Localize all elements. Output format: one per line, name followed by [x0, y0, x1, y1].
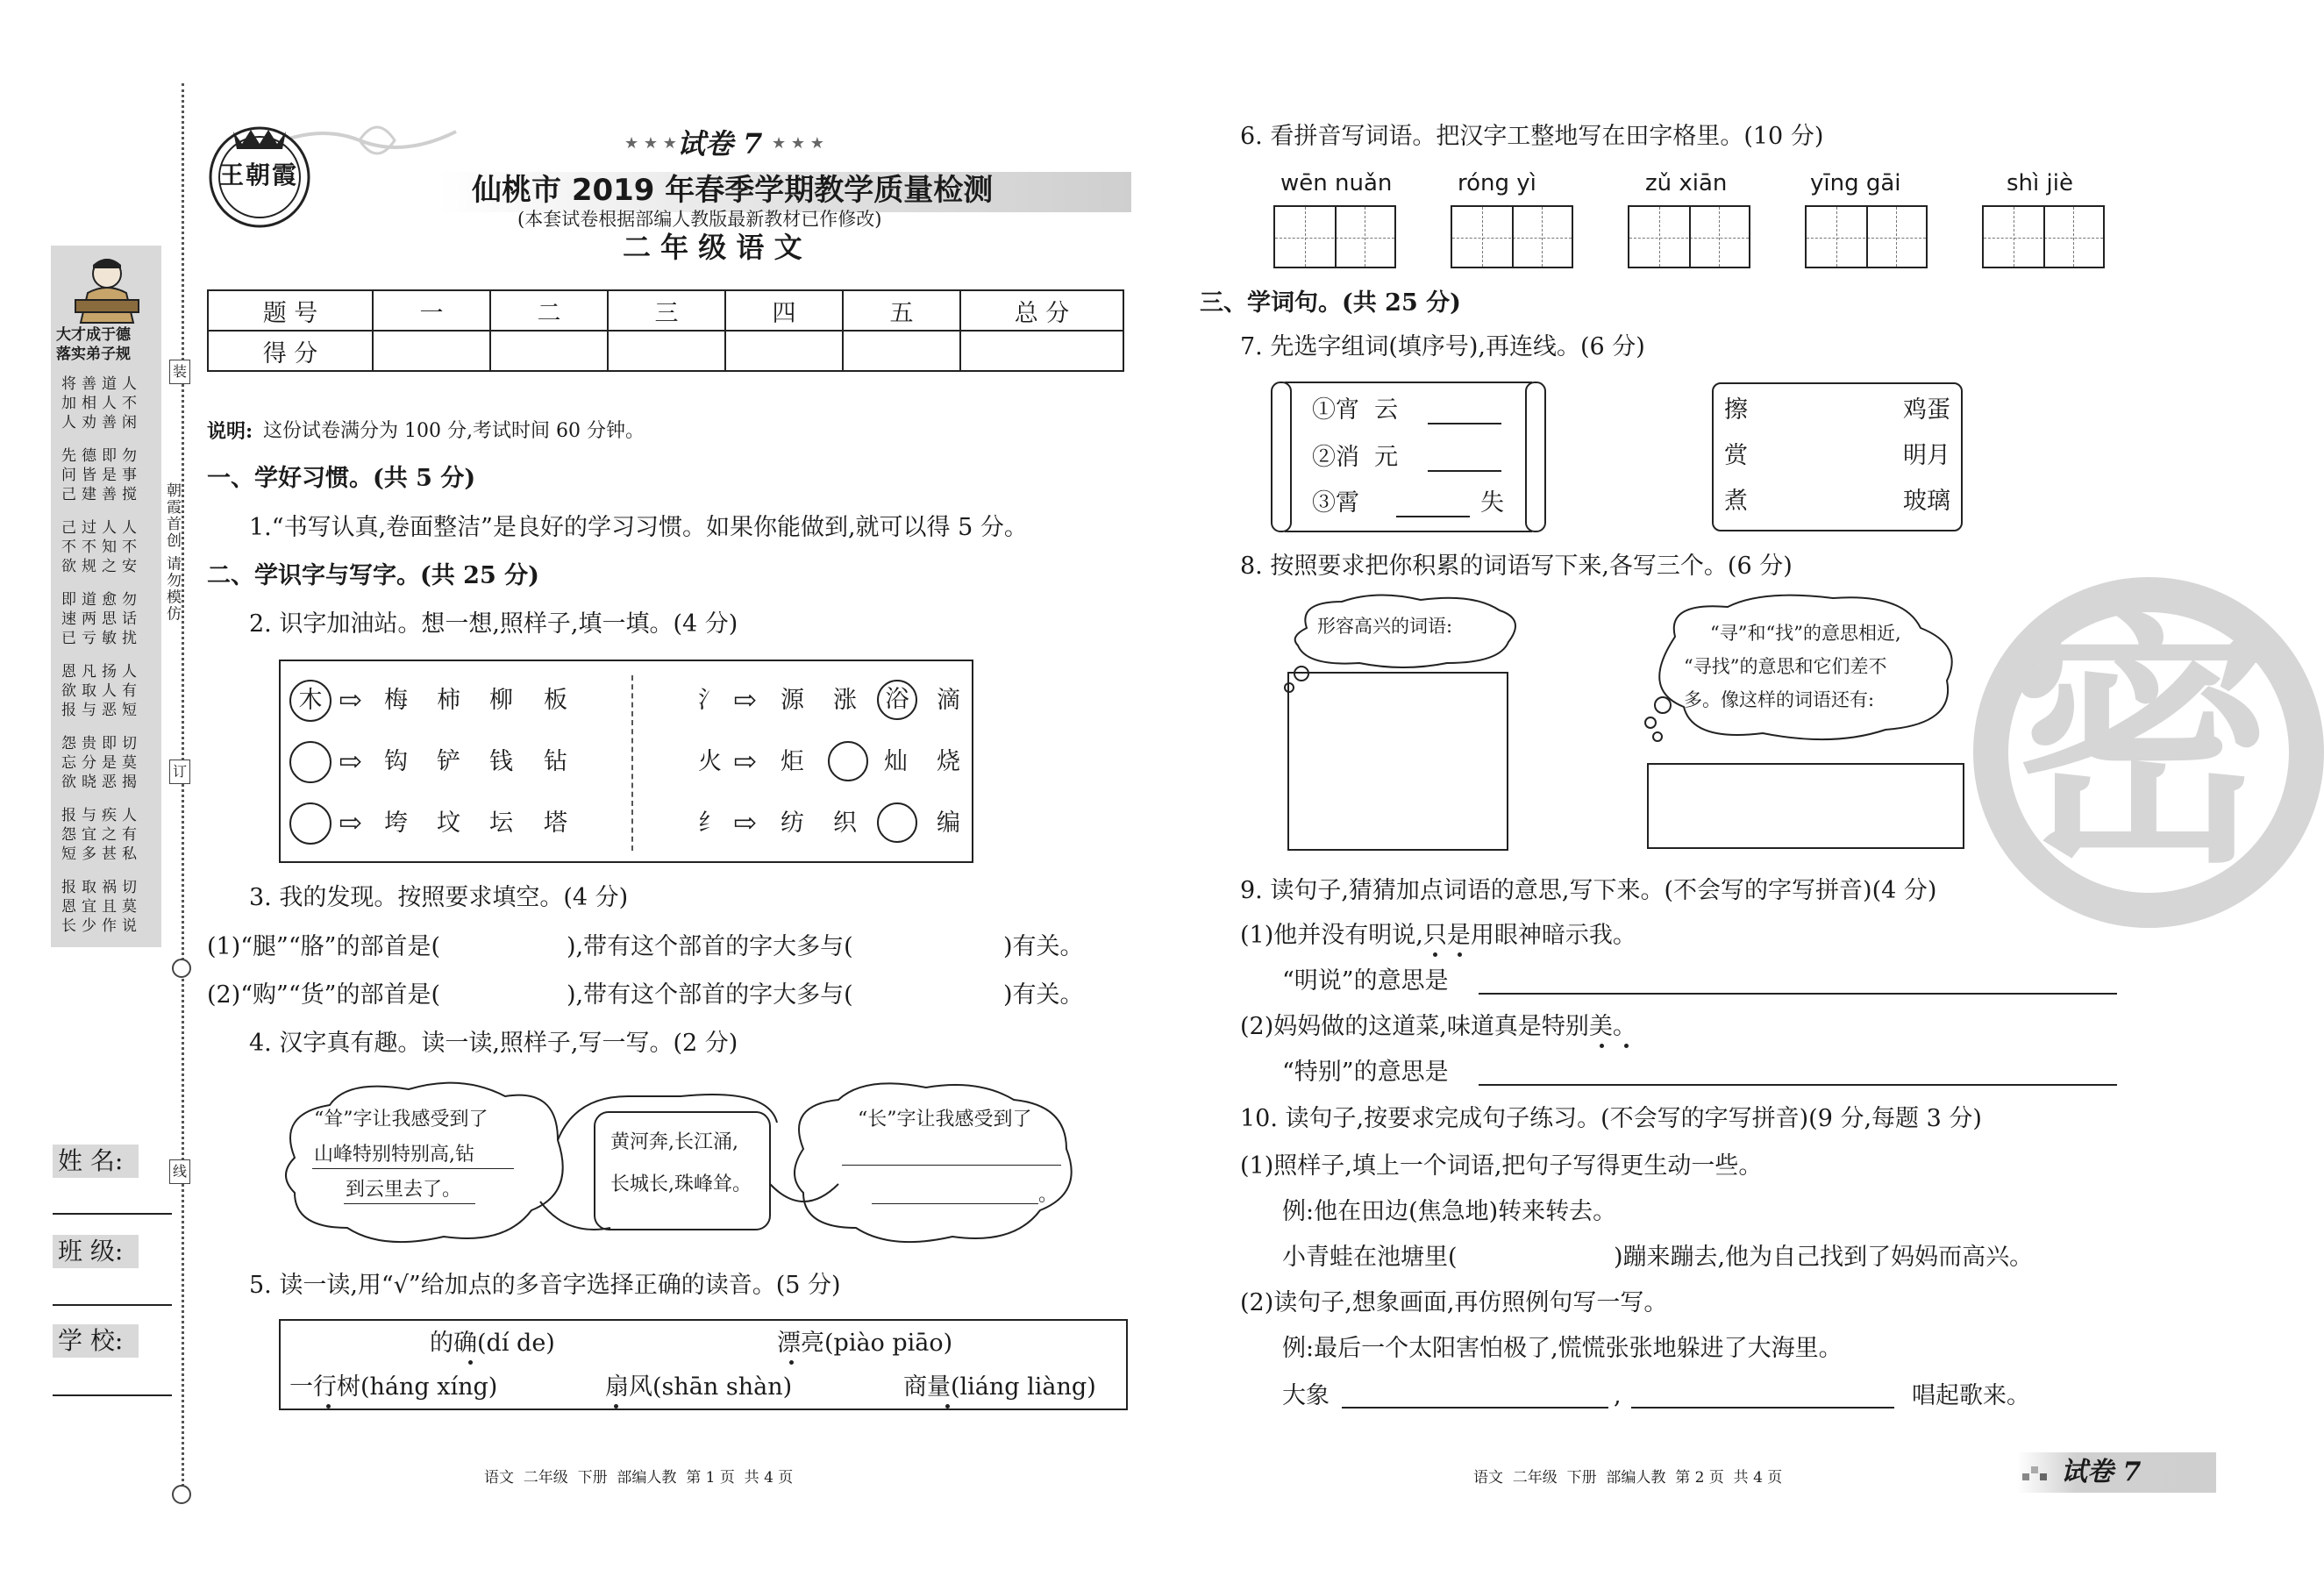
q4-underline [312, 1168, 514, 1169]
q8-bubble1-text: 形容高兴的词语: [1317, 616, 1453, 637]
q4-bubbles [277, 1079, 1084, 1254]
q3-part-b: (2)“购”“货”的部首是( [207, 981, 440, 1009]
q2-char: 烧 [937, 748, 960, 775]
q9-answer-2-label: “特别”的意思是 [1282, 1059, 1449, 1086]
q2-char: 垮 [384, 809, 408, 837]
section-3-title: 三、学词句。(共 25 分) [1200, 289, 1461, 317]
q6-pinyin: yīng gāi [1810, 170, 1901, 196]
side-motto-1: 大才成于德 [56, 326, 131, 344]
q8-bubble2-line3: 多。像这样的词语还有: [1684, 689, 1875, 710]
q9-dot [1624, 1044, 1629, 1048]
tianzi-grid[interactable] [1628, 205, 1750, 268]
q2-radical-circle: 木 [289, 680, 331, 722]
q10-example-1: 例:他在田边(焦急地)转来转去。 [1282, 1198, 1617, 1225]
q2-box [279, 660, 973, 863]
question-2-title: 2. 识字加油站。想一想,照样子,填一填。(4 分) [249, 610, 738, 638]
q8-answer-box-2[interactable] [1647, 763, 1964, 849]
q3-part-a: (1)“腿”“胳”的部首是( [207, 933, 440, 960]
q10-answer-line-2[interactable] [1631, 1407, 1894, 1409]
question-8-title: 8. 按照要求把你积累的词语写下来,各写三个。(6 分) [1240, 553, 1793, 580]
q7-right-word: 鸡蛋 [1903, 396, 1950, 424]
badge-stars-right: ★ ★ ★ [772, 134, 824, 153]
q4-answer-line-2[interactable] [872, 1203, 1038, 1204]
name-label: 姓 名: [58, 1146, 124, 1175]
q10-part-1: (1)照样子,填上一个词语,把句子写得更生动一些。 [1240, 1152, 1763, 1180]
q5-dot [326, 1404, 331, 1409]
q2-char: 源 [781, 687, 804, 714]
q2-char: 梅 [384, 687, 408, 714]
score-header-cell: 五 [843, 290, 960, 331]
section-2-title: 二、学识字与写字。(共 25 分) [207, 562, 539, 589]
main-title: 仙桃市 2019 年春季学期教学质量检测 [472, 173, 994, 208]
binding-hole-2 [172, 1485, 191, 1504]
q6-pinyin: zǔ xiān [1645, 170, 1728, 196]
side-motto-2: 落实弟子规 [56, 346, 131, 363]
note-text: 这份试卷满分为 100 分,考试时间 60 分钟。 [263, 420, 645, 442]
q2-char: 塔 [544, 809, 567, 837]
q4-bubble1-line3: 到云里去了。 [346, 1179, 462, 1201]
q7-blank[interactable] [1396, 516, 1470, 517]
binding-note: 朝霞首创 请勿模仿 [163, 482, 181, 623]
score-cell[interactable] [373, 331, 490, 371]
q7-left-word: 擦 [1724, 396, 1748, 424]
q2-arrow: ⇨ [339, 745, 362, 778]
q9-answer-1-label: “明说”的意思是 [1282, 967, 1449, 995]
score-table [207, 289, 1124, 372]
side-rule-line: 短多甚私 [61, 845, 142, 863]
side-rule-line: 报取祸切 [61, 879, 142, 896]
q2-char: 灿 [884, 748, 908, 775]
q2-char: 坟 [437, 809, 460, 837]
q2-char: 柳 [489, 687, 513, 714]
q6-pinyin: shì jiè [2007, 170, 2073, 196]
binding-dashed-line [182, 83, 184, 1487]
score-header-cell: 题 号 [208, 290, 373, 331]
q9-answer-1-line[interactable] [1479, 993, 2117, 995]
q4-bubble2-line1: 黄河奔,长江涌, [610, 1131, 738, 1153]
page-1-footer: 语文 二年级 下册 部编人教 第 1 页 共 4 页 [484, 1469, 794, 1487]
note-label: 说明: [207, 420, 253, 443]
q5-dot [945, 1404, 950, 1409]
badge-title: 试卷 7 [677, 127, 763, 160]
name-field[interactable] [53, 1213, 172, 1215]
q2-char: 织 [833, 809, 857, 837]
q10-fill-1b: )蹦来蹦去,他为自己找到了妈妈而高兴。 [1614, 1244, 2034, 1271]
school-label: 学 校: [58, 1326, 124, 1355]
q2-char: 钩 [384, 748, 408, 775]
q8-bubble2-line2: “寻找”的意思和它们差不 [1684, 656, 1887, 677]
q4-bubble3-end: 。 [1038, 1184, 1059, 1206]
q7-blank[interactable] [1428, 470, 1501, 472]
question-6-title: 6. 看拼音写词语。把汉字工整地写在田字格里。(10 分) [1240, 123, 1824, 150]
side-rule-line: 长少作说 [61, 917, 142, 935]
score-header-cell: 总 分 [960, 290, 1123, 331]
logo-text: 王朝霞 [219, 160, 299, 189]
q4-bubble1-line2: 山峰特别特别高,钻 [314, 1144, 474, 1166]
q2-char: 钻 [544, 748, 567, 775]
q10-fill-2c: 唱起歌来。 [1912, 1382, 2030, 1409]
binding-mark-1: 装 [169, 360, 190, 384]
q2-divider [631, 675, 633, 851]
q5-dot [789, 1360, 794, 1365]
side-rule-line: 即道愈勿 [61, 591, 142, 609]
q2-char: 铲 [437, 748, 460, 775]
side-rule-line: 忘分是莫 [61, 754, 142, 772]
q3-part-b-mid: ),带有这个部首的字大多与( [567, 981, 853, 1009]
q7-option-3-end: 失 [1480, 489, 1504, 517]
q9-dot [1433, 952, 1437, 957]
q2-arrow: ⇨ [339, 683, 362, 717]
q4-bubble2-line2: 长城长,珠峰耸。 [610, 1173, 752, 1195]
page-2-footer: 语文 二年级 下册 部编人教 第 2 页 共 4 页 [1473, 1469, 1783, 1487]
section-1-title: 一、学好习惯。(共 5 分) [207, 465, 476, 492]
side-rule-line: 欲规之安 [61, 558, 142, 575]
q6-pinyin: róng yì [1458, 170, 1536, 196]
q2-char: 钱 [489, 748, 513, 775]
q2-blank-circle[interactable] [877, 802, 917, 843]
q2-radical: 纟 [698, 809, 722, 837]
q8-bubble2-line1: “寻”和“找”的意思相近, [1710, 623, 1901, 644]
tianzi-grid[interactable] [1805, 205, 1928, 268]
q2-radical: 氵 [698, 687, 722, 714]
q6-pinyin: wēn nuǎn [1280, 170, 1393, 196]
q2-char: 滴 [937, 687, 960, 714]
q2-blank-circle[interactable] [289, 802, 331, 845]
binding-mark-3: 线 [169, 1159, 190, 1184]
corner-squares [2022, 1459, 2049, 1486]
question-3-title: 3. 我的发现。按照要求填空。(4 分) [249, 884, 629, 911]
side-rule-line: 恩凡扬人 [61, 663, 142, 681]
question-7-title: 7. 先选字组词(填序号),再连线。(6 分) [1240, 333, 1645, 360]
secret-stamp [1959, 561, 2275, 947]
side-rule-line: 加相人不 [61, 395, 142, 412]
q4-underline [344, 1203, 475, 1204]
q10-fill-1a: 小青蛙在池塘里( [1282, 1244, 1458, 1271]
side-rule-line: 问皆是事 [61, 467, 142, 484]
q5-item: 一行树(háng xíng) [289, 1373, 498, 1401]
q2-char: 炬 [781, 748, 804, 775]
score-cell[interactable] [490, 331, 608, 371]
q3-part-a-end: )有关。 [1003, 933, 1084, 960]
side-rule-line: 怨贵即切 [61, 735, 142, 752]
q7-option-1: ①宵 云 [1312, 396, 1399, 424]
q10-part-2: (2)读句子,想象画面,再仿照例句写一写。 [1240, 1289, 1668, 1316]
q5-dot [468, 1360, 473, 1365]
question-1: 1.“书写认真,卷面整洁”是良好的学习习惯。如果你能做到,就可以得 5 分。 [249, 514, 1028, 541]
side-rule-line: 速两思话 [61, 610, 142, 628]
side-rule-line: 怨宜之有 [61, 826, 142, 844]
binding-hole-1 [172, 959, 191, 978]
scholar-figure [63, 254, 151, 324]
q5-item: 的确(dí de) [430, 1330, 555, 1357]
q7-right-word: 明月 [1903, 442, 1950, 469]
q3-part-b-end: )有关。 [1003, 981, 1084, 1009]
q10-fill-2b: , [1614, 1382, 1622, 1409]
score-cell[interactable] [960, 331, 1123, 371]
q2-circled-char: 浴 [877, 680, 917, 720]
side-rule-line: 报与疾人 [61, 807, 142, 824]
score-cell[interactable] [843, 331, 960, 371]
q7-scroll [1268, 379, 1549, 535]
score-row-label: 得 分 [208, 331, 373, 371]
badge-stars-left: ★ ★ ★ [624, 134, 677, 153]
q2-char: 板 [544, 687, 567, 714]
class-label: 班 级: [58, 1237, 124, 1266]
corner-label: 试卷 7 [2061, 1457, 2142, 1487]
q8-answer-box-1[interactable] [1287, 672, 1508, 851]
q2-blank-circle[interactable] [289, 741, 331, 783]
stamp-char: 密 [2012, 592, 2275, 898]
q2-char: 柿 [437, 687, 460, 714]
q3-part-a-mid: ),带有这个部首的字大多与( [567, 933, 853, 960]
q5-item: 漂亮(piào piāo) [777, 1330, 953, 1357]
q2-arrow: ⇨ [733, 683, 757, 717]
q5-item: 商量(liáng liàng) [903, 1373, 1096, 1401]
score-header-cell: 三 [608, 290, 725, 331]
side-rule-line: 人劝善闲 [61, 414, 142, 431]
score-header-cell: 二 [490, 290, 608, 331]
score-cell[interactable] [608, 331, 725, 371]
q2-blank-circle[interactable] [828, 741, 868, 781]
q5-item: 扇风(shān shàn) [605, 1373, 793, 1401]
side-rule-line: 欲晓恶揭 [61, 774, 142, 791]
side-rule-line: 报与恶短 [61, 702, 142, 719]
q2-arrow: ⇨ [733, 745, 757, 778]
tianzi-grid[interactable] [1451, 205, 1573, 268]
q7-right-word: 玻璃 [1903, 488, 1950, 515]
q4-answer-line-1[interactable] [842, 1165, 1061, 1166]
q2-radical: 火 [698, 748, 722, 775]
q7-option-3: ③霄 [1312, 489, 1359, 517]
side-rule-line: 己过人人 [61, 519, 142, 537]
question-5-title: 5. 读一读,用“√”给加点的多音字选择正确的读音。(5 分) [249, 1272, 841, 1299]
q2-char: 坛 [489, 809, 513, 837]
question-4-title: 4. 汉字真有趣。读一读,照样子,写一写。(2 分) [249, 1030, 738, 1057]
q9-dot [1458, 952, 1462, 957]
side-rule-line: 不不知不 [61, 538, 142, 556]
q7-left-word: 赏 [1724, 442, 1748, 469]
q10-example-2: 例:最后一个太阳害怕极了,慌慌张张地躲进了大海里。 [1282, 1335, 1843, 1362]
tianzi-grid[interactable] [1273, 205, 1396, 268]
q2-char: 编 [937, 809, 960, 837]
score-cell[interactable] [725, 331, 843, 371]
side-rules-grid [61, 375, 153, 945]
tianzi-grid[interactable] [1982, 205, 2105, 268]
score-header-cell: 一 [373, 290, 490, 331]
class-field[interactable] [53, 1304, 172, 1306]
q2-arrow: ⇨ [339, 806, 362, 839]
q9-answer-2-line[interactable] [1479, 1084, 2117, 1086]
q7-option-2: ②消 元 [1312, 444, 1399, 471]
q10-answer-line-1[interactable] [1342, 1407, 1608, 1409]
q9-dot [1600, 1044, 1604, 1048]
side-rule-line: 欲取人有 [61, 682, 142, 700]
q9-sentence-2: (2)妈妈做的这道菜,味道真是特别美。 [1240, 1013, 1636, 1040]
q2-char: 涨 [833, 687, 857, 714]
q4-bubble1-line1: “耸”字让我感受到了 [314, 1109, 488, 1130]
side-rule-line: 恩宜且莫 [61, 898, 142, 916]
binding-mark-2: 订 [169, 760, 190, 784]
subject-title: 二 年 级 语 文 [623, 231, 802, 264]
q7-blank[interactable] [1428, 423, 1501, 424]
q2-arrow: ⇨ [733, 806, 757, 839]
side-rule-line: 将善道人 [61, 375, 142, 393]
q4-bubble3-line1: “长”字让我感受到了 [858, 1109, 1032, 1130]
q9-sentence-1: (1)他并没有明说,只是用眼神暗示我。 [1240, 922, 1636, 949]
question-10-title: 10. 读句子,按要求完成句子练习。(不会写的字写拼音)(9 分,每题 3 分) [1240, 1105, 1982, 1132]
q7-left-word: 煮 [1724, 488, 1748, 515]
side-rule-line: 已亏敏扰 [61, 630, 142, 647]
score-header-cell: 四 [725, 290, 843, 331]
q5-dot [614, 1404, 618, 1409]
side-rule-line: 己建善搅 [61, 486, 142, 503]
q2-char: 纺 [781, 809, 804, 837]
question-9-title: 9. 读句子,猜猜加点词语的意思,写下来。(不会写的字写拼音)(4 分) [1240, 877, 1937, 904]
q10-fill-2a: 大象 [1282, 1382, 1330, 1409]
side-rule-line: 先德即勿 [61, 447, 142, 465]
subtitle: (本套试卷根据部编人教版最新教材已作修改) [517, 209, 882, 230]
school-field[interactable] [53, 1394, 172, 1396]
